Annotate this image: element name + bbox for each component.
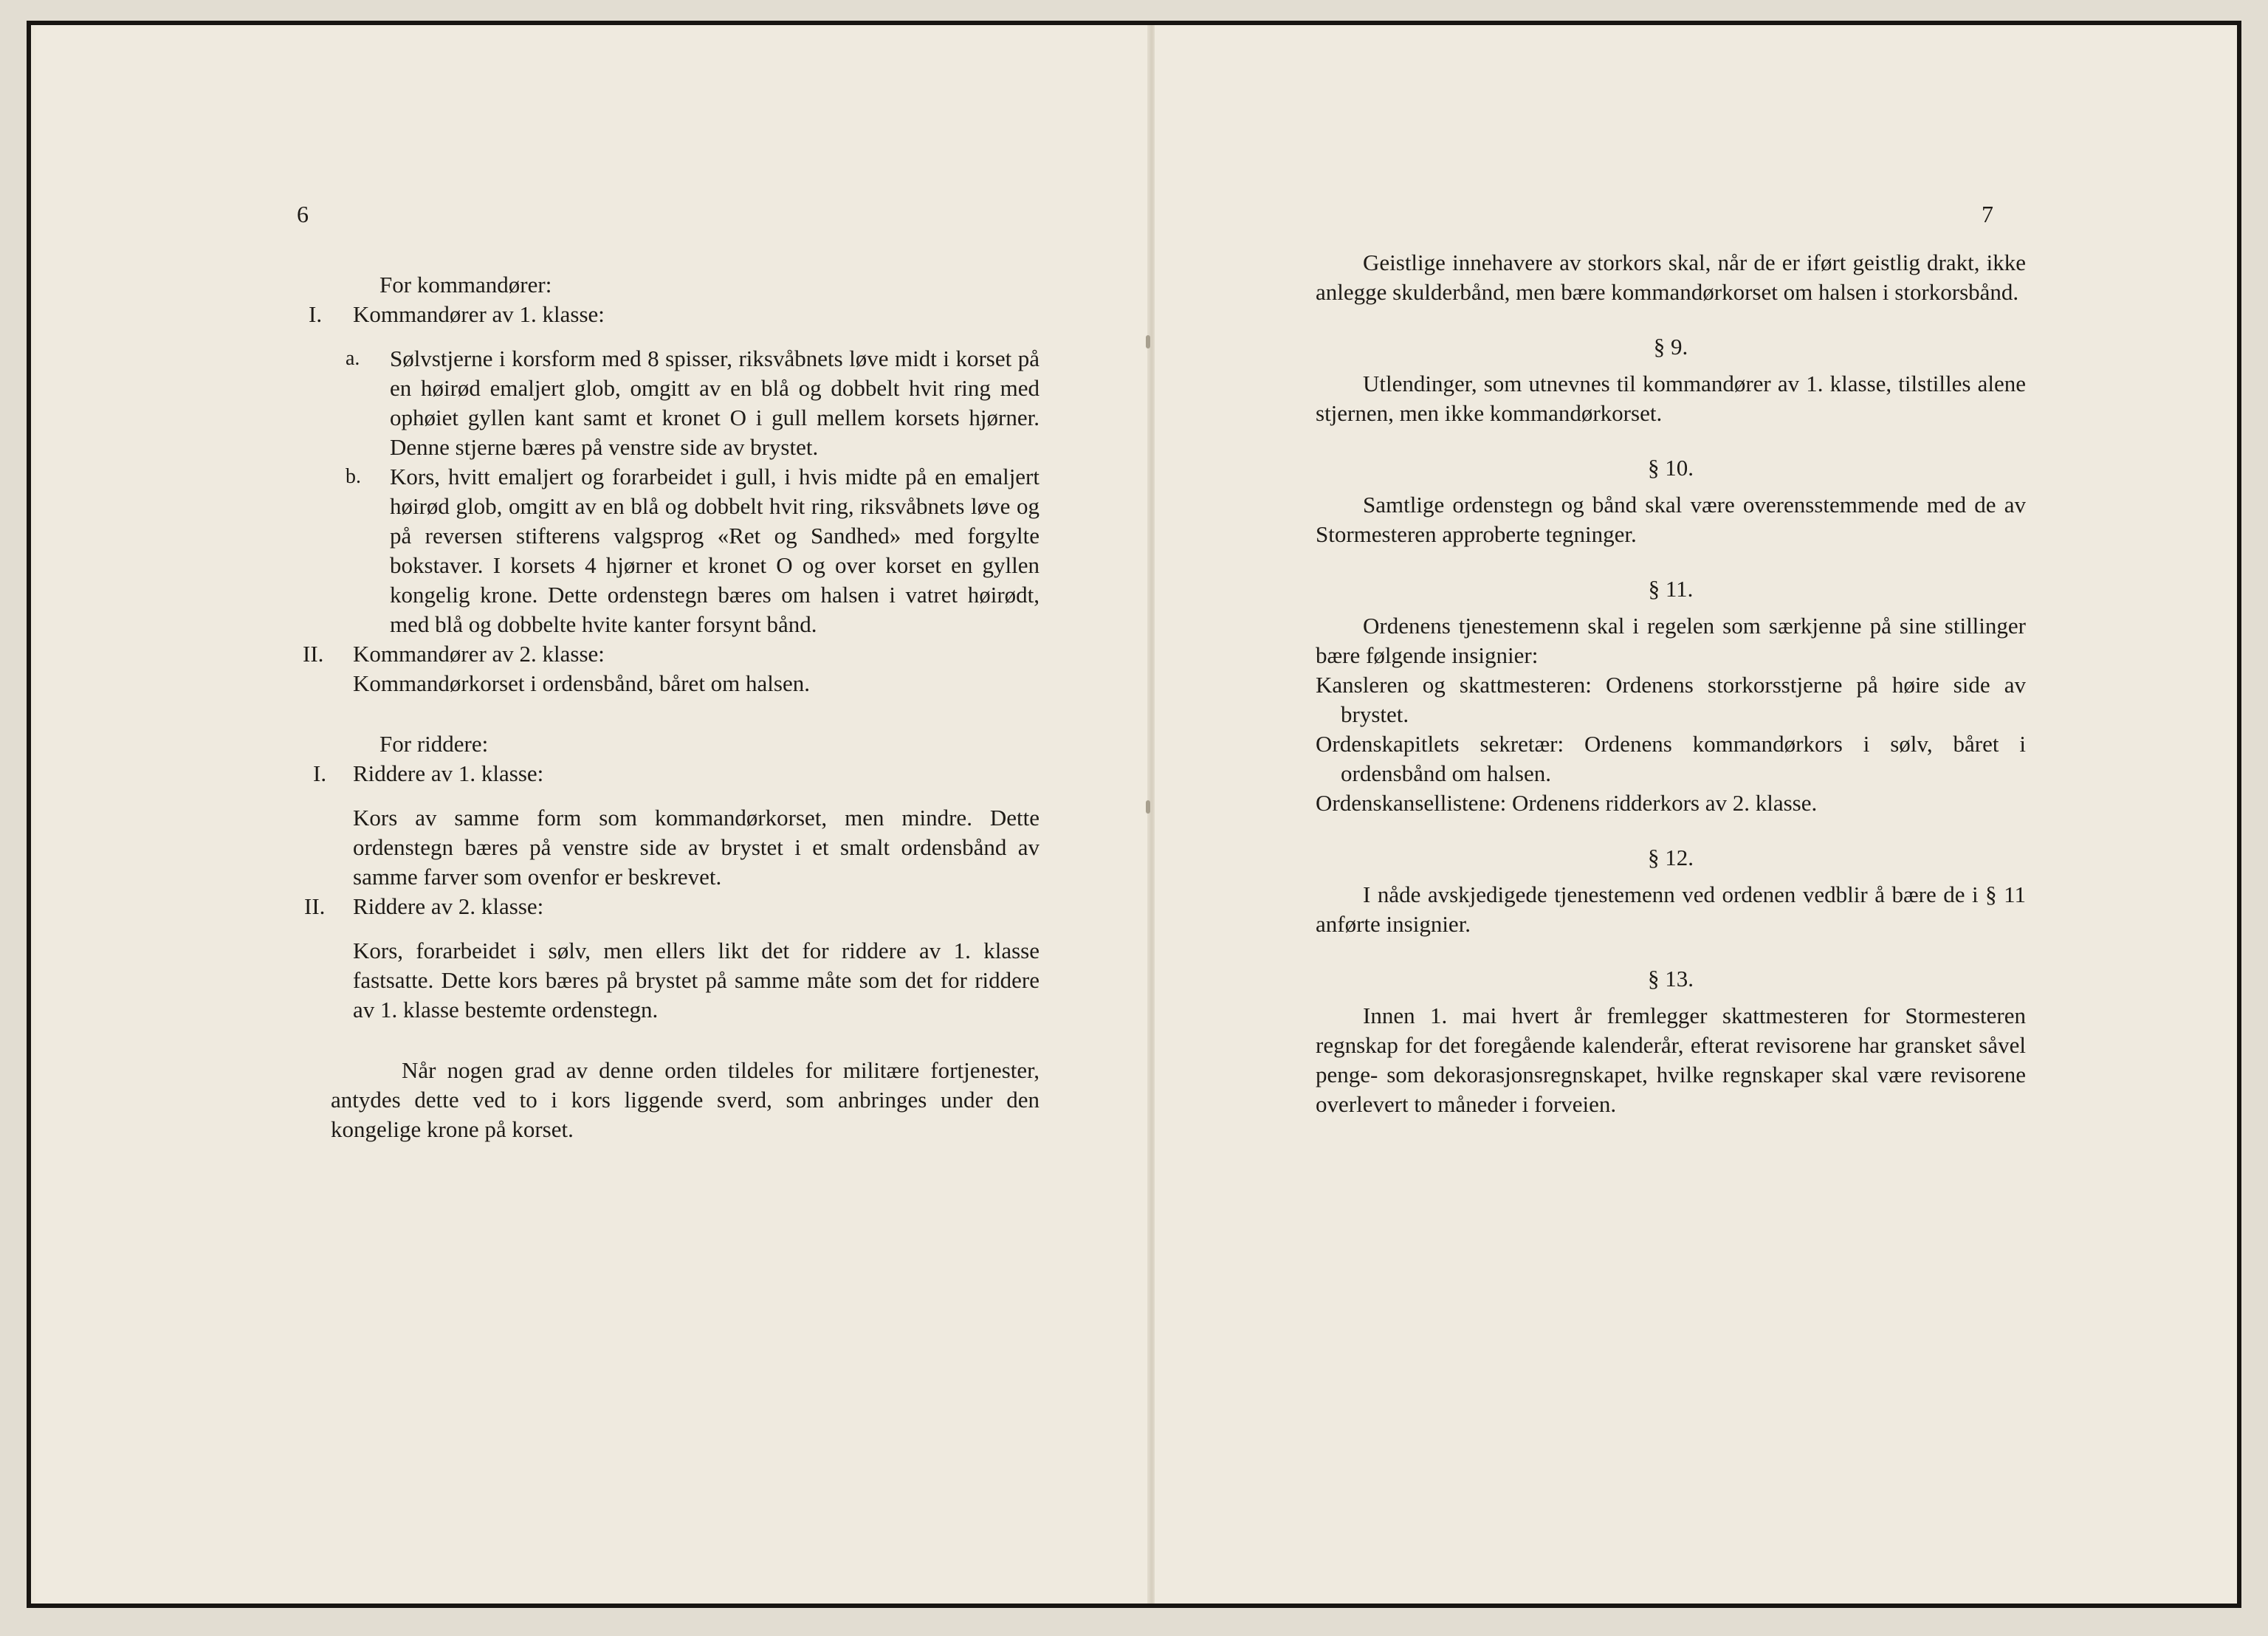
insignia-item: Ordenskansellistene: Ordenens ridderkors av 2. klasse. <box>1316 790 1818 816</box>
commanders-first-class <box>309 300 1040 329</box>
item-letter: b. <box>346 465 361 488</box>
item-letter: a. <box>346 347 360 370</box>
section-text-13: Innen 1. mai hvert år fremlegger skattmesteren for Stormesteren regnskap for det foregående kalenderår, efterat revisorene har gransket såvel penge- som dekorasjonsregnskapet, hvilke regnskaper skal være revisorene overlevert to måneder i forveien. <box>1316 1003 2026 1117</box>
section-heading-9: § 9. <box>1653 334 1688 360</box>
military-paragraph: Når nogen grad av denne orden tildeles for militære fortjenester, antydes dette ved to i kors liggende sverd, som anbringes under den kongelige krone på korset. <box>331 1057 1040 1142</box>
binding-stitch <box>1146 335 1150 348</box>
roman-numeral: II. <box>303 641 324 667</box>
roman-numeral: I. <box>313 760 327 786</box>
binding-stitch <box>1146 800 1150 814</box>
section-text-12: I nåde avskjedigede tjenestemenn ved ordenen vedblir å bære de i § 11 anførte insignier. <box>1316 881 2026 937</box>
section-heading-13: § 13. <box>1648 966 1694 991</box>
section-heading-10: § 10. <box>1648 455 1694 481</box>
section-heading-11: § 11. <box>1648 576 1694 602</box>
knights-first-class <box>309 759 1040 788</box>
left-page <box>35 25 1150 1604</box>
left-page-text <box>303 270 1040 1144</box>
right-page <box>1155 25 2237 1604</box>
section-label: Kommandører av 1. klasse: <box>353 301 605 327</box>
item-text: Sølvstjerne i korsform med 8 spisser, riksvåbnets løve midt i korset på en høirød emaljert glob, omgitt av en blå og dobbelt hvit ring med ophøiet gyllen kant samt et kronet O i gull mellem korsets hjørner. Denne stjerne bæres på venstre side av brystet. <box>390 346 1040 460</box>
commanders-second-class <box>303 639 1040 669</box>
section-text-10: Samtlige ordenstegn og bånd skal være overensstemmende med de av Stormesteren approberte tegninger. <box>1316 492 2026 547</box>
section-text-9: Utlendinger, som utnevnes til kommandører av 1. klasse, tilstilles alene stjernen, men ikke kommandørkorset. <box>1316 371 2026 426</box>
section-text: Kommandørkorset i ordensbånd, båret om halsen. <box>353 670 810 696</box>
insignia-item: Ordenskapitlets sekretær: Ordenens kommandørkors i sølv, båret i ordensbånd om halsen. <box>1316 731 2026 786</box>
section-label: Riddere av 1. klasse: <box>353 760 544 786</box>
section-text: Kors, forarbeidet i sølv, men ellers likt det for riddere av 1. klasse fastsatte. Dette kors bæres på brystet på samme måte som det for riddere av 1. klasse bestemte ordenstegn. <box>353 938 1040 1023</box>
heading-commanders: For kommandører: <box>379 272 552 298</box>
item-b <box>309 462 1040 639</box>
section-text: Kors av samme form som kommandørkorset, men mindre. Dette ordenstegn bæres på venstre side av brystet i et smalt ordensbånd av samme farver som ovenfor er beskrevet. <box>353 805 1040 890</box>
item-text: Kors, hvitt emaljert og forarbeidet i gull, i hvis midte på en emaljert høirød glob, omgitt av en blå og dobbelt hvit ring, riksvåbnets løve og på reversen stifterens valgsprog «Ret og Sandhed» med forgylte bokstaver. I korsets 4 hjørner et kronet O og over korset en gyllen kongelig krone. Dette ordenstegn bæres om halsen i vatret høirødt, med blå og dobbelte hvite kanter forsynt bånd. <box>390 464 1040 637</box>
knights-second-class <box>304 892 1040 921</box>
roman-numeral: I. <box>309 301 323 327</box>
section-heading-12: § 12. <box>1648 845 1694 870</box>
book-spread <box>27 21 2241 1608</box>
page-number: 7 <box>1982 201 1993 227</box>
page-number: 6 <box>297 201 309 227</box>
item-a <box>309 344 1040 462</box>
roman-numeral: II. <box>304 893 326 919</box>
right-page-text <box>1316 248 2026 1119</box>
intro-paragraph: Geistlige innehavere av storkors skal, når de er iført geistlig drakt, ikke anlegge skulderbånd, men bære kommandørkorset om halsen i storkorsbånd. <box>1316 250 2026 305</box>
section-label: Riddere av 2. klasse: <box>353 893 544 919</box>
section-label: Kommandører av 2. klasse: <box>353 641 605 667</box>
insignia-item: Kansleren og skattmesteren: Ordenens storkorsstjerne på høire side av brystet. <box>1316 672 2026 727</box>
section-text-11: Ordenens tjenestemenn skal i regelen som særkjenne på sine stillinger bære følgende insignier: <box>1316 613 2026 668</box>
heading-knights: For riddere: <box>379 731 489 757</box>
